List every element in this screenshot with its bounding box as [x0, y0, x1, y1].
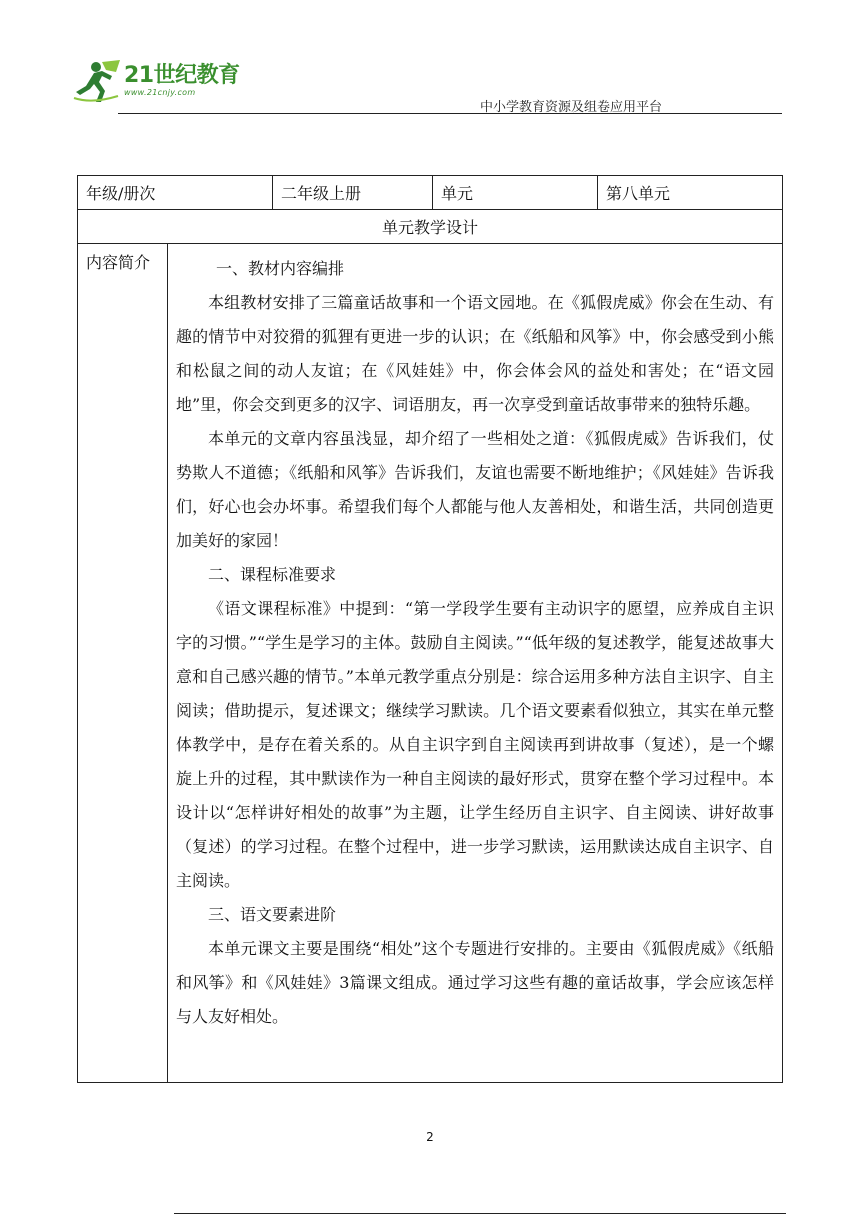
- runner-logo-icon: [72, 58, 124, 104]
- section-heading: 一、教材内容编排: [216, 259, 345, 278]
- paragraph: 本单元课文主要是围绕“相处”这个专题进行安排的。主要由《狐假虎威》《纸船和风筝》和《风娃娃》3篇课文组成。通过学习这些有趣的童话故事，学会应该怎样与人友好相处。: [176, 939, 774, 1026]
- section-heading: 三、语文要素进阶: [208, 905, 337, 924]
- site-logo: [72, 56, 242, 108]
- unit-value: 第八单元: [598, 176, 783, 210]
- grade-label: 年级/册次: [78, 176, 273, 210]
- content-label: 内容简介: [78, 244, 168, 1083]
- logo-url: www.21cnjy.com: [124, 88, 196, 97]
- unit-design-table: [77, 175, 783, 1083]
- table-row: [78, 244, 783, 1083]
- section-heading: 二、课程标准要求: [208, 565, 337, 584]
- logo-text: 21世纪教育: [124, 63, 240, 88]
- footer-divider: [174, 1213, 786, 1214]
- page-number: 2: [426, 1130, 434, 1144]
- paragraph: 本组教材安排了三篇童话故事和一个语文园地。在《狐假虎威》你会在生动、有趣的情节中对狡猾的狐狸有更进一步的认识；在《纸船和风筝》中，你会感受到小熊和松鼠之间的动人友谊；在《风娃娃》中，你会体会风的益处和害处；在“语文园地”里，你会交到更多的汉字、词语朋友，再一次享受到童话故事带来的独特乐趣。: [176, 293, 774, 414]
- paragraph: 《语文课程标准》中提到：“第一学段学生要有主动识字的愿望，应养成自主识字的习惯。”“学生是学习的主体。鼓励自主阅读。”“低年级的复述教学，能复述故事大意和自己感兴趣的情节。”本单元教学重点分别是：综合运用多种方法自主识字、自主阅读；借助提示，复述课文；继续学习默读。几个语文要素看似独立，其实在单元整体教学中，是存在着关系的。从自主识字到自主阅读再到讲故事（复述），是一个螺旋上升的过程，其中默读作为一种自主阅读的最好形式，贯穿在整个学习过程中。本设计以“怎样讲好相处的故事”为主题，让学生经历自主识字、自主阅读、讲好故事（复述）的学习过程。在整个过程中，进一步学习默读，运用默读达成自主识字、自主阅读。: [176, 599, 774, 890]
- grade-value: 二年级上册: [273, 176, 433, 210]
- header-divider: [118, 113, 782, 114]
- unit-label: 单元: [433, 176, 598, 210]
- paragraph: 本单元的文章内容虽浅显，却介绍了一些相处之道：《狐假虎威》告诉我们，仗势欺人不道德；《纸船和风筝》告诉我们，友谊也需要不断地维护；《风娃娃》告诉我们，好心也会办坏事。希望我们每个人都能与他人友善相处，和谐生活，共同创造更加美好的家园！: [176, 429, 774, 550]
- platform-title: 中小学教育资源及组卷应用平台: [480, 100, 663, 115]
- table-row: [78, 210, 783, 244]
- table-row: [78, 176, 783, 210]
- design-title: 单元教学设计: [78, 210, 783, 244]
- content-body: [168, 244, 783, 1083]
